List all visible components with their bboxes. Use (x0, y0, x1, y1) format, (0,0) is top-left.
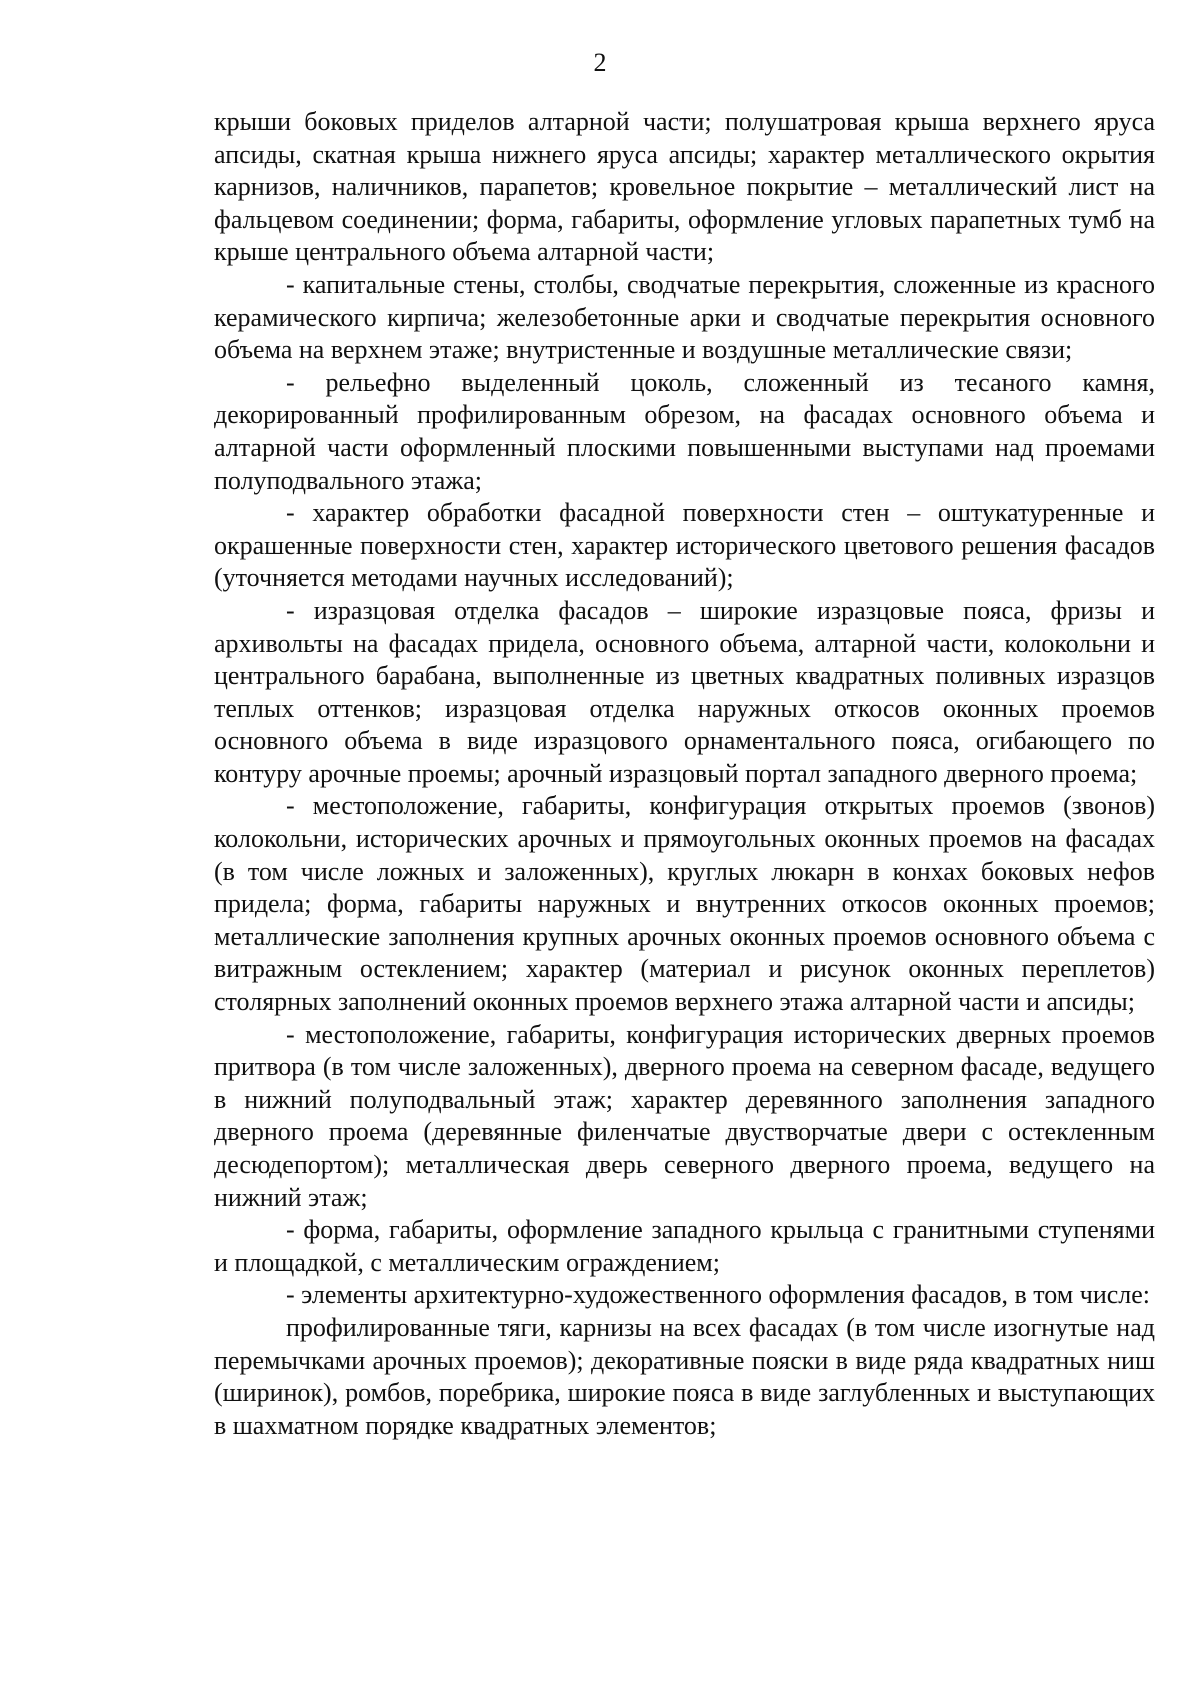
paragraph-window-openings: - местоположение, габариты, конфигурация открытых проемов (звонов) колокольни, исторических арочных и прямоугольных оконных проемов на фасадах (в том числе ложных и заложенных), круглых люкарн в конхах боковых нефов придела; форма, габариты наружных и внутренних откосов оконных проемов; металлические заполнения крупных арочных оконных проемов основного объема с витражным остеклением; характер (материал и рисунок оконных переплетов) столярных заполнений оконных проемов верхнего этажа алтарной части и апсиды; (214, 791, 1155, 1017)
paragraph-plinth: - рельефно выделенный цоколь, сложенный из тесаного камня, декорированный профилированным обрезом, на фасадах основного объема и алтарной части оформленный плоскими повышенными выступами над проемами полуподвального этажа; (214, 367, 1155, 495)
paragraph-facade-finish: - характер обработки фасадной поверхности стен – оштукатуренные и окрашенные поверхности стен, характер исторического цветового решения фасадов (уточняется методами научных исследований); (214, 498, 1155, 593)
page-number: 2 (593, 48, 607, 77)
paragraph-porch: - форма, габариты, оформление западного крыльца с гранитными ступенями и площадкой, с металлическим ограждением; (214, 1215, 1155, 1277)
paragraph-tile-decoration: - изразцовая отделка фасадов – широкие изразцовые пояса, фризы и архивольты на фасадах придела, основного объема, алтарной части, колокольни и центрального барабана, выполненные из цветных квадратных поливных изразцов теплых оттенков; изразцовая отделка наружных откосов оконных проемов основного объема в виде изразцового орнаментального пояса, огибающего по контуру арочные проемы; арочный изразцовый портал западного дверного проема; (214, 595, 1155, 788)
paragraph-cornices: профилированные тяги, карнизы на всех фасадах (в том числе изогнутые над перемычками арочных проемов); декоративные пояски в виде ряда квадратных ниш (ширинок), ромбов, поребрика, широкие пояса в виде заглубленных и выступающих в шахматном порядке квадратных элементов; (214, 1312, 1155, 1440)
document-body (214, 106, 1155, 1442)
paragraph-decor-elements: - элементы архитектурно-художественного оформления фасадов, в том числе: (286, 1280, 1151, 1310)
paragraph-door-openings: - местоположение, габариты, конфигурация исторических дверных проемов притвора (в том числе заложенных), дверного проема на северном фасаде, ведущего в нижний полуподвальный этаж; характер деревянного заполнения западного дверного проема (деревянные филенчатые двустворчатые двери с остекленным десюдепортом); металлическая дверь северного дверного проема, ведущего на нижний этаж; (214, 1019, 1155, 1212)
paragraph-roofs: крыши боковых приделов алтарной части; полушатровая крыша верхнего яруса апсиды, скатная крыша нижнего яруса апсиды; характер металлического окрытия карнизов, наличников, парапетов; кровельное покрытие – металлический лист на фальцевом соединении; форма, габариты, оформление угловых парапетных тумб на крыше центрального объема алтарной части; (214, 107, 1155, 267)
paragraph-walls: - капитальные стены, столбы, сводчатые перекрытия, сложенные из красного керамического кирпича; железобетонные арки и сводчатые перекрытия основного объема на верхнем этаже; внутристенные и воздушные металлические связи; (214, 269, 1155, 365)
